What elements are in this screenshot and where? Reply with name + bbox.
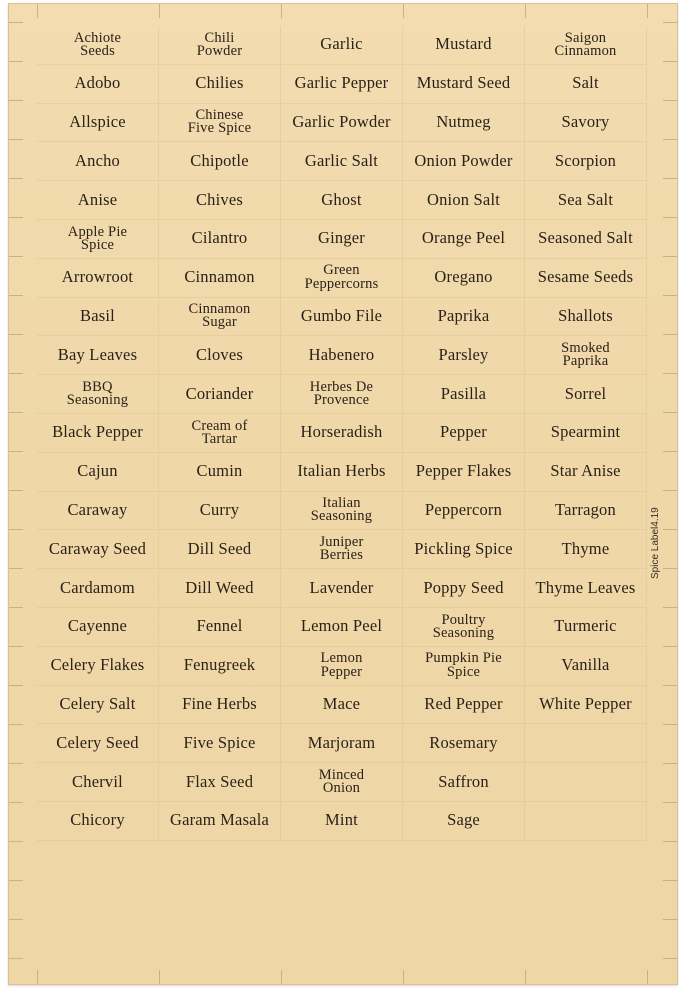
- spice-label: Garlic Powder: [281, 104, 403, 143]
- registration-tick: [663, 334, 677, 335]
- registration-tick: [663, 373, 677, 374]
- spice-label: Sesame Seeds: [525, 259, 647, 298]
- spice-label: Italian Herbs: [281, 453, 403, 492]
- spice-label: Turmeric: [525, 608, 647, 647]
- spice-label: Lavender: [281, 569, 403, 608]
- spice-label: Shallots: [525, 298, 647, 337]
- label-row: [37, 608, 647, 647]
- registration-tick: [37, 4, 38, 18]
- spice-label: Anise: [37, 181, 159, 220]
- spice-label: Sage: [403, 802, 525, 841]
- label-row: [37, 530, 647, 569]
- label-sheet: [8, 3, 678, 985]
- registration-tick: [9, 100, 23, 101]
- label-row: [37, 26, 647, 65]
- spice-label: Black Pepper: [37, 414, 159, 453]
- registration-tick: [663, 724, 677, 725]
- registration-tick: [663, 763, 677, 764]
- registration-tick: [663, 412, 677, 413]
- label-row: [37, 453, 647, 492]
- label-row: [37, 65, 647, 104]
- spice-label: Allspice: [37, 104, 159, 143]
- label-row: [37, 647, 647, 686]
- registration-tick: [9, 178, 23, 179]
- label-row: [37, 492, 647, 531]
- spice-label: Five Spice: [159, 724, 281, 763]
- spice-label: Mace: [281, 686, 403, 725]
- spice-label: Caraway: [37, 492, 159, 531]
- registration-tick: [281, 970, 282, 984]
- spice-label: Scorpion: [525, 142, 647, 181]
- registration-tick: [403, 4, 404, 18]
- spice-label: Garam Masala: [159, 802, 281, 841]
- spice-label: Chipotle: [159, 142, 281, 181]
- spice-label: Fennel: [159, 608, 281, 647]
- spice-label: Vanilla: [525, 647, 647, 686]
- spice-label: Ginger: [281, 220, 403, 259]
- registration-tick: [663, 685, 677, 686]
- registration-tick: [663, 295, 677, 296]
- spice-label: Poultry Seasoning: [403, 608, 525, 647]
- spice-label: Star Anise: [525, 453, 647, 492]
- registration-tick: [37, 970, 38, 984]
- registration-tick: [663, 919, 677, 920]
- spice-label: Oregano: [403, 259, 525, 298]
- label-row: [37, 802, 647, 841]
- spice-label: Lemon Peel: [281, 608, 403, 647]
- spice-label: Peppercorn: [403, 492, 525, 531]
- sheet-side-label: Spice Label4.19: [650, 507, 661, 579]
- spice-label: Garlic Salt: [281, 142, 403, 181]
- spice-label: Onion Powder: [403, 142, 525, 181]
- spice-label: Chervil: [37, 763, 159, 802]
- spice-label: Orange Peel: [403, 220, 525, 259]
- registration-tick: [9, 958, 23, 959]
- spice-label: Celery Seed: [37, 724, 159, 763]
- spice-label: Cumin: [159, 453, 281, 492]
- spice-label: Minced Onion: [281, 763, 403, 802]
- spice-label: Saffron: [403, 763, 525, 802]
- spice-label: White Pepper: [525, 686, 647, 725]
- spice-label: Garlic Pepper: [281, 65, 403, 104]
- registration-tick: [9, 724, 23, 725]
- spice-label: Lemon Pepper: [281, 647, 403, 686]
- spice-label: Sorrel: [525, 375, 647, 414]
- registration-tick: [663, 217, 677, 218]
- registration-tick: [159, 970, 160, 984]
- spice-label: Cayenne: [37, 608, 159, 647]
- registration-tick: [663, 61, 677, 62]
- registration-tick: [9, 451, 23, 452]
- registration-tick: [663, 256, 677, 257]
- registration-tick: [525, 4, 526, 18]
- registration-tick: [663, 802, 677, 803]
- registration-tick: [663, 22, 677, 23]
- spice-label: Flax Seed: [159, 763, 281, 802]
- spice-label: Gumbo File: [281, 298, 403, 337]
- registration-tick: [9, 763, 23, 764]
- spice-label: BBQ Seasoning: [37, 375, 159, 414]
- spice-label: Rosemary: [403, 724, 525, 763]
- registration-tick: [9, 568, 23, 569]
- spice-label: Arrowroot: [37, 259, 159, 298]
- spice-label: Fine Herbs: [159, 686, 281, 725]
- registration-tick: [403, 970, 404, 984]
- spice-label: Pickling Spice: [403, 530, 525, 569]
- registration-tick: [663, 139, 677, 140]
- spice-label: Garlic: [281, 26, 403, 65]
- label-row: [37, 375, 647, 414]
- spice-label: Chilies: [159, 65, 281, 104]
- registration-tick: [159, 4, 160, 18]
- spice-label: Chili Powder: [159, 26, 281, 65]
- spice-label: Ghost: [281, 181, 403, 220]
- registration-tick: [9, 490, 23, 491]
- registration-tick: [9, 139, 23, 140]
- spice-label: Paprika: [403, 298, 525, 337]
- spice-label: Celery Salt: [37, 686, 159, 725]
- label-row: [37, 414, 647, 453]
- registration-tick: [9, 802, 23, 803]
- spice-label: Onion Salt: [403, 181, 525, 220]
- spice-label: Cloves: [159, 336, 281, 375]
- label-row: [37, 724, 647, 763]
- registration-tick: [525, 970, 526, 984]
- registration-tick: [9, 919, 23, 920]
- spice-label: Poppy Seed: [403, 569, 525, 608]
- registration-tick: [9, 22, 23, 23]
- label-row: [37, 220, 647, 259]
- registration-tick: [9, 685, 23, 686]
- spice-label: Achiote Seeds: [37, 26, 159, 65]
- registration-tick: [9, 373, 23, 374]
- spice-label: Tarragon: [525, 492, 647, 531]
- label-grid: [37, 26, 647, 841]
- registration-tick: [663, 178, 677, 179]
- spice-label: Nutmeg: [403, 104, 525, 143]
- registration-tick: [663, 568, 677, 569]
- spice-label: [525, 802, 647, 841]
- registration-tick: [9, 412, 23, 413]
- spice-label: Apple Pie Spice: [37, 220, 159, 259]
- spice-label: Smoked Paprika: [525, 336, 647, 375]
- label-row: [37, 181, 647, 220]
- spice-label: Juniper Berries: [281, 530, 403, 569]
- label-row: [37, 763, 647, 802]
- registration-tick: [663, 880, 677, 881]
- registration-tick: [663, 646, 677, 647]
- spice-label: Coriander: [159, 375, 281, 414]
- spice-label: [525, 763, 647, 802]
- registration-tick: [9, 607, 23, 608]
- spice-label: Horseradish: [281, 414, 403, 453]
- spice-label: Habenero: [281, 336, 403, 375]
- registration-tick: [9, 646, 23, 647]
- registration-tick: [9, 217, 23, 218]
- registration-tick: [663, 100, 677, 101]
- spice-label: Cinnamon Sugar: [159, 298, 281, 337]
- label-row: [37, 142, 647, 181]
- spice-label: Cream of Tartar: [159, 414, 281, 453]
- spice-label: Cajun: [37, 453, 159, 492]
- spice-label: Green Peppercorns: [281, 259, 403, 298]
- spice-label: Curry: [159, 492, 281, 531]
- registration-tick: [663, 451, 677, 452]
- label-row: [37, 569, 647, 608]
- spice-label: Spearmint: [525, 414, 647, 453]
- registration-tick: [663, 958, 677, 959]
- spice-label: Chicory: [37, 802, 159, 841]
- spice-label: Thyme Leaves: [525, 569, 647, 608]
- registration-tick: [663, 490, 677, 491]
- registration-tick: [9, 334, 23, 335]
- spice-label: Pepper: [403, 414, 525, 453]
- registration-tick: [9, 61, 23, 62]
- registration-tick: [647, 970, 648, 984]
- registration-tick: [9, 841, 23, 842]
- registration-tick: [9, 256, 23, 257]
- spice-label: Herbes De Provence: [281, 375, 403, 414]
- spice-label: Saigon Cinnamon: [525, 26, 647, 65]
- spice-label: Cinnamon: [159, 259, 281, 298]
- label-row: [37, 336, 647, 375]
- spice-label: Adobo: [37, 65, 159, 104]
- registration-tick: [663, 607, 677, 608]
- registration-tick: [281, 4, 282, 18]
- label-row: [37, 104, 647, 143]
- spice-label: Chives: [159, 181, 281, 220]
- spice-label: Sea Salt: [525, 181, 647, 220]
- label-row: [37, 686, 647, 725]
- spice-label: Parsley: [403, 336, 525, 375]
- spice-label: Dill Weed: [159, 569, 281, 608]
- registration-tick: [9, 880, 23, 881]
- spice-label: Mustard Seed: [403, 65, 525, 104]
- spice-label: Ancho: [37, 142, 159, 181]
- spice-label: Cardamom: [37, 569, 159, 608]
- label-row: [37, 259, 647, 298]
- spice-label: Pepper Flakes: [403, 453, 525, 492]
- spice-label: Salt: [525, 65, 647, 104]
- spice-label: Fenugreek: [159, 647, 281, 686]
- registration-tick: [9, 295, 23, 296]
- registration-tick: [663, 841, 677, 842]
- spice-label: Basil: [37, 298, 159, 337]
- spice-label: Savory: [525, 104, 647, 143]
- spice-label: Mint: [281, 802, 403, 841]
- spice-label: Celery Flakes: [37, 647, 159, 686]
- spice-label: Italian Seasoning: [281, 492, 403, 531]
- spice-label: [525, 724, 647, 763]
- spice-label: Seasoned Salt: [525, 220, 647, 259]
- registration-tick: [647, 4, 648, 18]
- spice-label: Cilantro: [159, 220, 281, 259]
- spice-label: Pumpkin Pie Spice: [403, 647, 525, 686]
- spice-label: Chinese Five Spice: [159, 104, 281, 143]
- spice-label: Red Pepper: [403, 686, 525, 725]
- label-row: [37, 298, 647, 337]
- spice-label: Thyme: [525, 530, 647, 569]
- spice-label: Dill Seed: [159, 530, 281, 569]
- spice-label: Caraway Seed: [37, 530, 159, 569]
- spice-label: Pasilla: [403, 375, 525, 414]
- spice-label: Bay Leaves: [37, 336, 159, 375]
- spice-label: Mustard: [403, 26, 525, 65]
- registration-tick: [663, 529, 677, 530]
- spice-label: Marjoram: [281, 724, 403, 763]
- registration-tick: [9, 529, 23, 530]
